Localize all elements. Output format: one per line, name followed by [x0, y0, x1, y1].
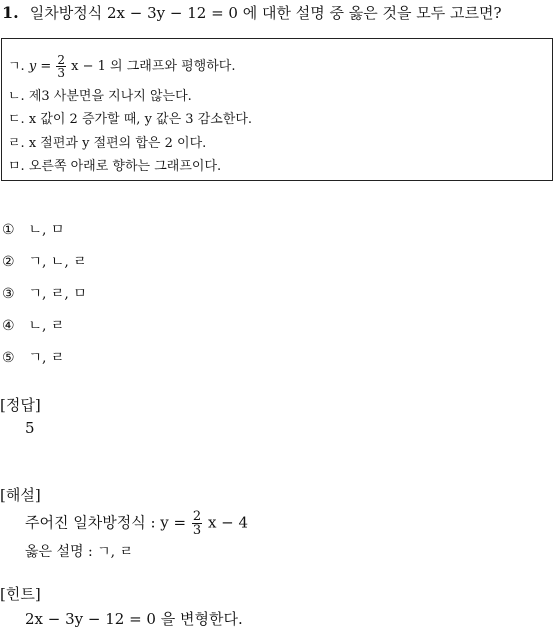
explanation-fraction	[192, 510, 202, 537]
choice-3-number: ③	[2, 286, 15, 302]
choice-4[interactable]	[2, 315, 64, 335]
choice-2[interactable]	[2, 251, 87, 271]
statement-2: ㄴ. 제3 사분면을 지나지 않는다.	[8, 89, 192, 104]
choice-1-number: ①	[2, 222, 15, 238]
statement-3: ㄷ. x 값이 2 증가할 때, y 값은 3 감소한다.	[8, 112, 253, 127]
statement-1-numerator: 2	[57, 53, 65, 67]
choice-2-number: ②	[2, 254, 15, 270]
statement-1-post: x − 1 의 그래프와 평행하다.	[71, 59, 236, 74]
choice-5-number: ⑤	[2, 350, 15, 366]
statement-1	[8, 54, 235, 79]
statement-1-denominator: 3	[57, 66, 65, 80]
choice-3-text: ㄱ, ㄹ, ㅁ	[28, 286, 87, 302]
choice-1[interactable]	[2, 219, 64, 239]
question-text: 일차방정식 2x − 3y − 12 = 0 에 대한 설명 중 옳은 것을 모두 고르면?	[29, 4, 502, 22]
answer-value: 5	[25, 419, 35, 437]
statement-1-pre: y =	[28, 59, 52, 74]
explanation-line-1	[25, 510, 248, 537]
choice-2-text: ㄱ, ㄴ, ㄹ	[28, 254, 87, 270]
choice-4-number: ④	[2, 318, 15, 334]
hint-label: [힌트]	[0, 585, 41, 603]
choice-3[interactable]	[2, 283, 87, 303]
statement-1-fraction	[56, 54, 66, 79]
choice-5[interactable]	[2, 347, 64, 367]
explanation-numerator: 2	[192, 509, 202, 524]
explanation-denominator: 3	[192, 523, 202, 538]
explanation-line-2: 옳은 설명 : ㄱ, ㄹ	[25, 544, 134, 560]
question-header	[2, 2, 502, 23]
statement-4: ㄹ. x 절편과 y 절편의 합은 2 이다.	[8, 136, 207, 151]
explanation-label: [해설]	[0, 486, 41, 504]
choice-5-text: ㄱ, ㄹ	[28, 350, 65, 366]
explanation-line-1-post: x − 4	[207, 513, 249, 532]
choice-1-text: ㄴ, ㅁ	[28, 222, 65, 238]
statement-1-marker: ㄱ.	[8, 59, 25, 74]
hint-text: 2x − 3y − 12 = 0 을 변형한다.	[25, 610, 243, 628]
statement-5: ㅁ. 오른쪽 아래로 향하는 그래프이다.	[8, 159, 222, 174]
explanation-line-1-pre: 주어진 일차방정식 : y =	[25, 513, 187, 532]
answer-label: [정답]	[0, 396, 41, 414]
question-number: 1.	[2, 3, 19, 22]
choice-4-text: ㄴ, ㄹ	[28, 318, 65, 334]
